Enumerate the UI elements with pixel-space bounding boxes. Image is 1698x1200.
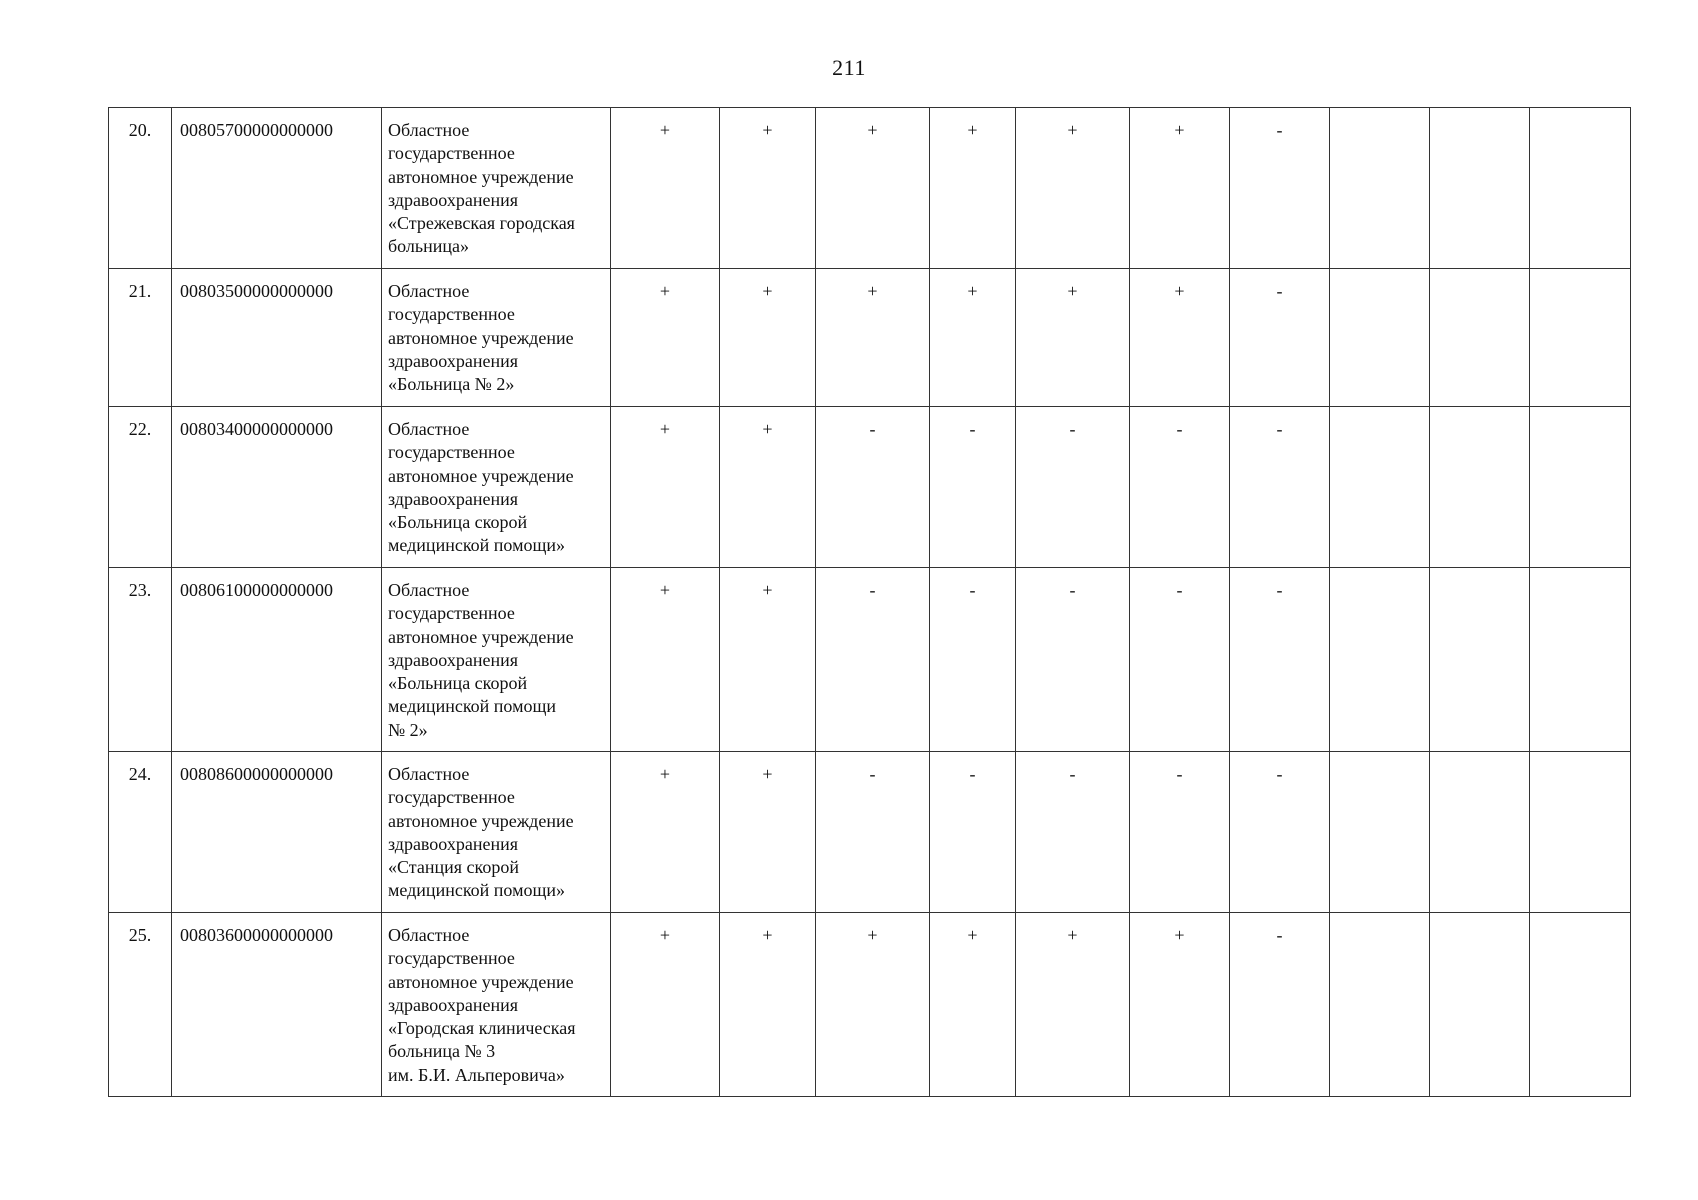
mark-cell: + [611,752,720,913]
mark-cell [1430,269,1530,407]
table-row [109,269,1631,407]
mark-cell: + [816,913,930,1097]
table-row [109,913,1631,1097]
mark-cell: + [816,269,930,407]
mark-cell: - [1230,407,1330,568]
registry-table [108,107,1631,1097]
mark-cell: + [611,269,720,407]
page-number: 211 [832,55,866,80]
mark-cell: - [1230,752,1330,913]
mark-cell [1530,269,1631,407]
row-number: 25. [109,913,172,1097]
mark-cell: + [1016,913,1130,1097]
organization-name-cell [382,108,611,269]
mark-cell [1330,269,1430,407]
mark-cell: - [1016,407,1130,568]
mark-cell [1530,568,1631,752]
mark-cell: - [1230,568,1330,752]
registry-body [109,108,1631,1097]
organization-code: 00808600000000000 [172,752,382,913]
mark-cell [1430,568,1530,752]
row-number: 20. [109,108,172,269]
mark-cell [1530,752,1631,913]
mark-cell: + [1130,269,1230,407]
mark-cell: - [930,752,1016,913]
organization-code: 00803500000000000 [172,269,382,407]
mark-cell [1330,752,1430,913]
mark-cell [1430,407,1530,568]
mark-cell: + [930,913,1016,1097]
mark-cell: + [720,913,816,1097]
organization-name: Областное государственное автономное учреждение здравоохранения «Больница скорой медицинской помощи № 2» [388,580,574,740]
table-row [109,407,1631,568]
organization-name: Областное государственное автономное учреждение здравоохранения «Городская клиническая больница № 3 им. Б.И. Альперовича» [388,925,576,1085]
mark-cell: + [816,108,930,269]
table-row [109,568,1631,752]
table-row [109,108,1631,269]
mark-cell: - [1130,568,1230,752]
row-number: 23. [109,568,172,752]
mark-cell: - [930,568,1016,752]
organization-name: Областное государственное автономное учреждение здравоохранения «Стрежевская городская больница» [388,120,575,257]
mark-cell: + [611,108,720,269]
organization-name-cell [382,568,611,752]
mark-cell: - [816,407,930,568]
mark-cell: + [720,269,816,407]
mark-cell [1530,108,1631,269]
mark-cell: - [1230,108,1330,269]
mark-cell: + [1130,913,1230,1097]
mark-cell: + [720,568,816,752]
mark-cell [1430,752,1530,913]
mark-cell: + [1130,108,1230,269]
mark-cell: - [1230,269,1330,407]
mark-cell: - [1130,407,1230,568]
mark-cell: - [1016,568,1130,752]
organization-name-cell [382,913,611,1097]
mark-cell [1530,407,1631,568]
mark-cell: + [930,108,1016,269]
mark-cell: - [930,407,1016,568]
table-row [109,752,1631,913]
row-number: 22. [109,407,172,568]
organization-name-cell [382,407,611,568]
mark-cell [1330,407,1430,568]
mark-cell: + [720,752,816,913]
mark-cell [1430,913,1530,1097]
mark-cell: + [930,269,1016,407]
mark-cell: + [720,108,816,269]
organization-code: 00803600000000000 [172,913,382,1097]
organization-name: Областное государственное автономное учреждение здравоохранения «Станция скорой медицинской помощи» [388,764,574,901]
mark-cell: + [611,913,720,1097]
mark-cell: - [1016,752,1130,913]
mark-cell: - [816,568,930,752]
organization-code: 00806100000000000 [172,568,382,752]
mark-cell: + [1016,108,1130,269]
organization-name-cell [382,752,611,913]
mark-cell: + [720,407,816,568]
mark-cell [1330,568,1430,752]
mark-cell [1530,913,1631,1097]
organization-name: Областное государственное автономное учреждение здравоохранения «Больница № 2» [388,281,574,395]
organization-code: 00805700000000000 [172,108,382,269]
organization-code: 00803400000000000 [172,407,382,568]
mark-cell: + [611,407,720,568]
organization-name: Областное государственное автономное учреждение здравоохранения «Больница скорой медицинской помощи» [388,419,574,556]
mark-cell: - [1230,913,1330,1097]
mark-cell: + [611,568,720,752]
mark-cell [1330,108,1430,269]
mark-cell: - [816,752,930,913]
mark-cell: - [1130,752,1230,913]
mark-cell [1430,108,1530,269]
organization-name-cell [382,269,611,407]
mark-cell: + [1016,269,1130,407]
row-number: 24. [109,752,172,913]
row-number: 21. [109,269,172,407]
mark-cell [1330,913,1430,1097]
